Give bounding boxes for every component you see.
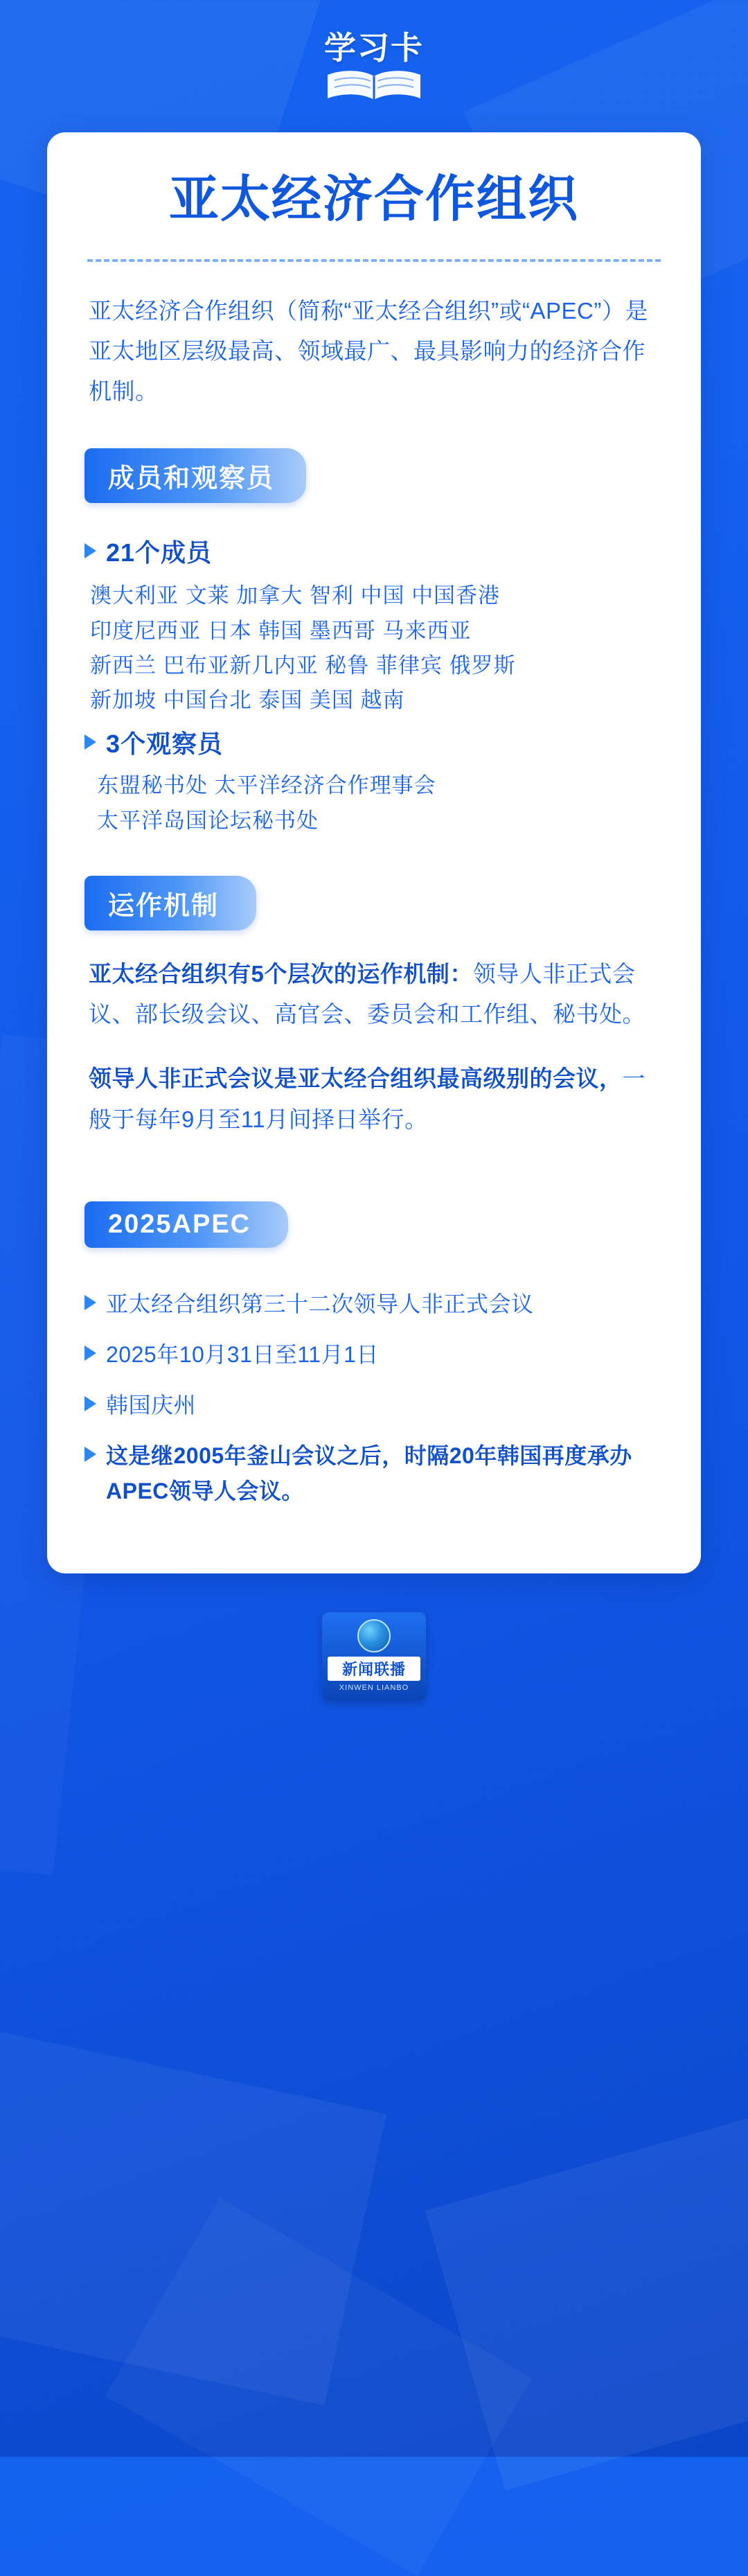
triangle-bullet-icon: [84, 734, 96, 750]
mechanism-paragraph-1-rest: 领导人非正式会议、部长级会议、高官会、委员会和工作组、秘书处。: [89, 960, 645, 1027]
mechanism-paragraph-1-bold: 亚太经合组织有5个层次的运作机制：: [89, 960, 473, 987]
footer: [0, 1612, 748, 1728]
observers-title: 3个观察员: [106, 730, 224, 759]
triangle-bullet-icon: [84, 543, 96, 558]
list-item: [84, 1337, 664, 1373]
badge-title-cn: 新闻联播: [328, 1657, 420, 1681]
open-book-icon: [322, 67, 426, 107]
badge-title-en: XINWEN LIANBO: [339, 1683, 409, 1692]
apec-item-text: 2025年10月31日至11月1日: [106, 1341, 379, 1367]
list-item: 印度尼西亚 日本 韩国 墨西哥 马来西亚: [90, 618, 472, 643]
background-facet: [425, 2096, 748, 2490]
members-title-row: [84, 533, 664, 569]
page-title: 亚太经济合作组织: [84, 173, 664, 227]
triangle-bullet-icon: [84, 1346, 96, 1361]
section-heading-apec2025: 2025APEC: [84, 1201, 288, 1248]
observers-list: [84, 768, 664, 838]
list-item: 太平洋岛国论坛秘书处: [97, 808, 319, 833]
dashed-divider: [87, 259, 661, 262]
members-list: [84, 579, 664, 718]
list-item: 澳大利亚 文莱 加拿大 智利 中国 中国香港: [90, 583, 501, 608]
apec-item-text: 韩国庆州: [106, 1393, 197, 1418]
list-item: 东盟秘书处 太平洋经济合作理事会: [97, 773, 436, 798]
section-heading-members: 成员和观察员: [84, 448, 306, 503]
list-item: 新西兰 巴布亚新几内亚 秘鲁 菲律宾 俄罗斯: [90, 653, 516, 678]
mechanism-paragraph-2-bold: 领导人非正式会议是亚太经合组织最高级别的会议，: [89, 1066, 623, 1092]
intro-paragraph: 亚太经济合作组织（简称“亚太经合组织”或“APEC”）是亚太地区层级最高、领域最广、最具影响力的经济合作机制。: [89, 298, 648, 404]
observers-title-row: [84, 725, 664, 760]
globe-icon: [357, 1619, 391, 1652]
logo-text: 学习卡: [324, 30, 424, 66]
background-facet: [105, 2198, 531, 2576]
apec-item-text: 亚太经合组织第三十二次领导人非正式会议: [106, 1291, 534, 1316]
members-title: 21个成员: [106, 538, 213, 567]
list-item: [84, 1388, 664, 1423]
section-heading-mechanism: 运作机制: [84, 876, 256, 930]
brand-logo: [0, 0, 748, 107]
apec-item-text: 这是继2005年釜山会议之后，时隔20年韩国再度承办APEC领导人会议。: [106, 1443, 632, 1504]
list-item: [84, 1438, 664, 1509]
mechanism-paragraph-2: [84, 1059, 664, 1140]
news-program-badge: [322, 1612, 426, 1700]
list-item: [84, 1287, 664, 1322]
triangle-bullet-icon: [84, 1396, 96, 1411]
mechanism-paragraph-1: [84, 954, 664, 1035]
content-card: [47, 132, 701, 1573]
background-facet: [0, 2022, 386, 2406]
list-item: 新加坡 中国台北 泰国 美国 越南: [90, 688, 405, 713]
mechanism-paragraph-2-rest: 一般于每年9月至11月间择日举行。: [89, 1066, 645, 1132]
triangle-bullet-icon: [84, 1295, 96, 1310]
triangle-bullet-icon: [84, 1447, 96, 1462]
